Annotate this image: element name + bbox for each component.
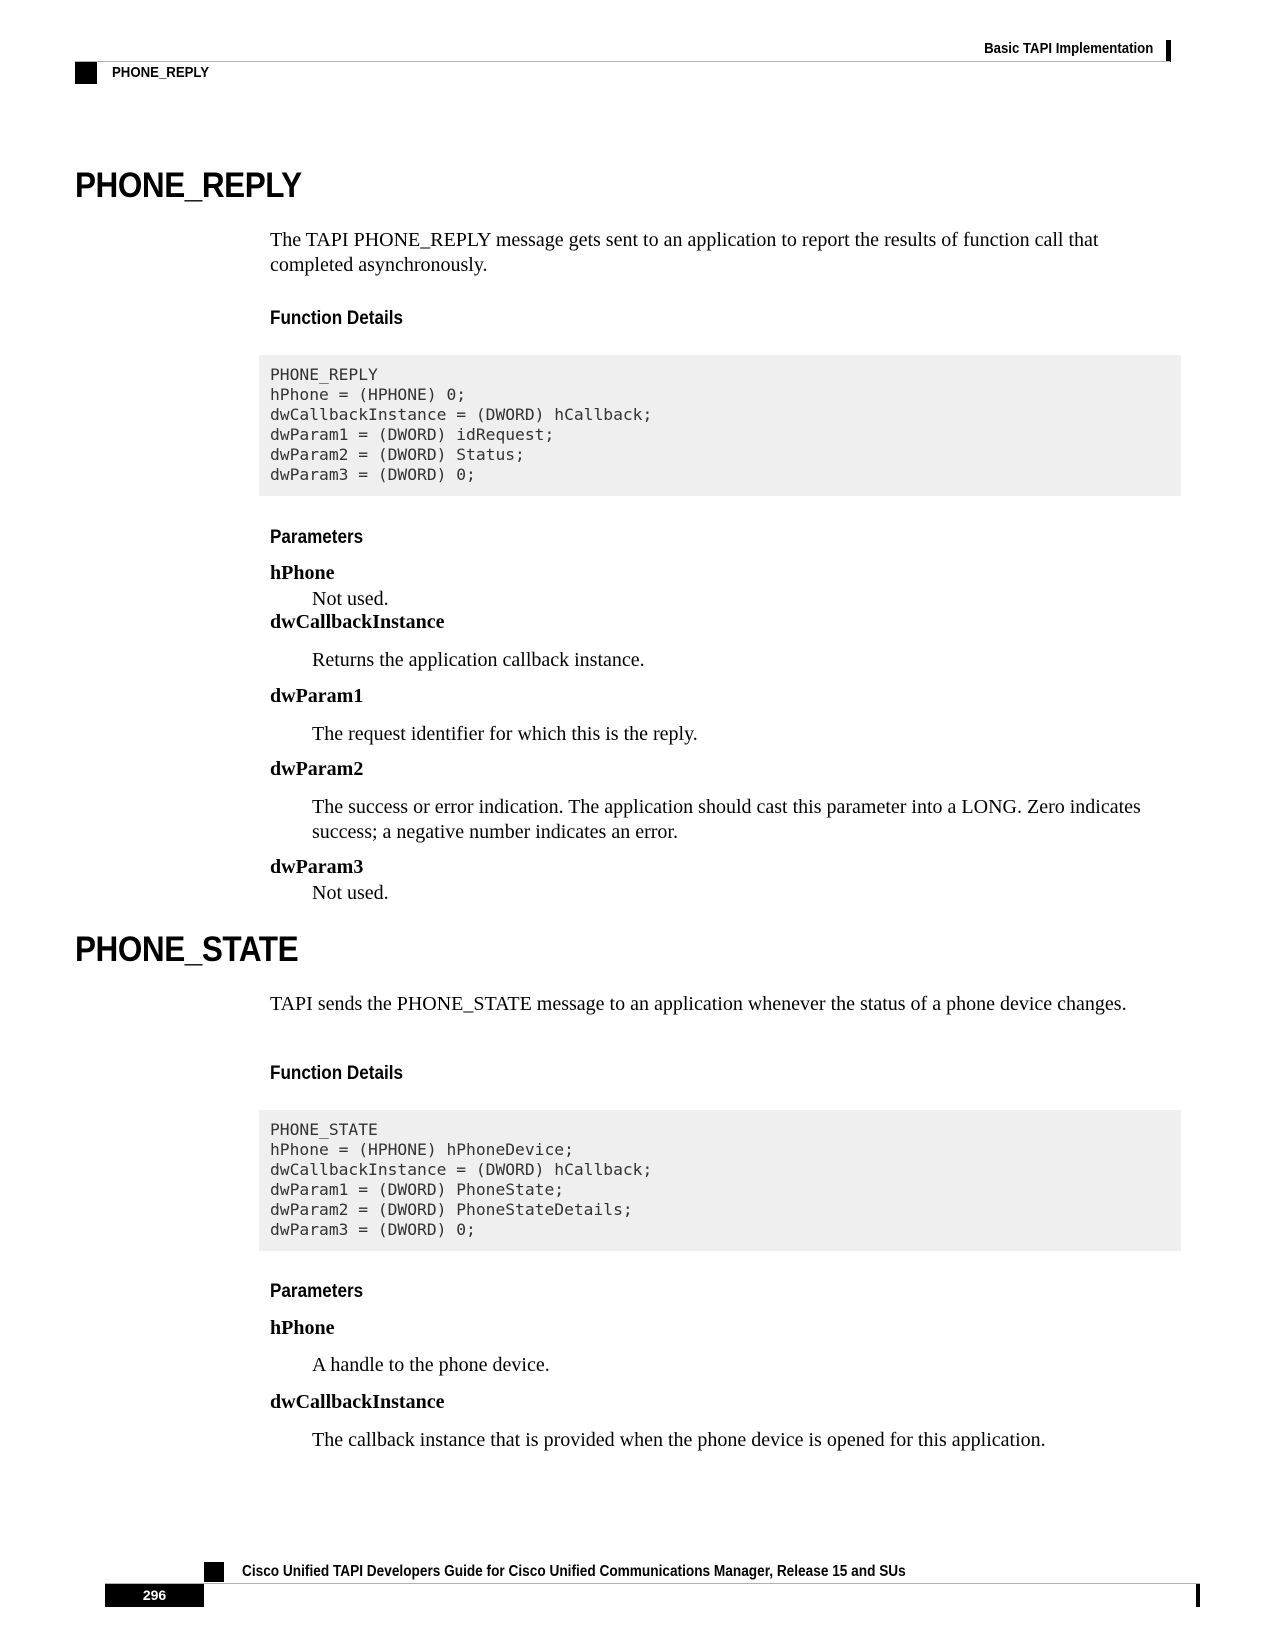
param-name-dwparam1: dwParam1 — [270, 685, 364, 707]
code-block-phone-reply — [259, 355, 1181, 496]
param-desc-dwparam1: The request identifier for which this is the reply. — [312, 723, 698, 745]
param-desc-hphone: Not used. — [312, 588, 389, 610]
function-details-heading: Function Details — [270, 308, 404, 329]
section-intro-phone-reply: The TAPI PHONE_REPLY message gets sent to an application to report the results of function call that completed asynchronously. — [270, 229, 1099, 276]
param-desc-hphone: A handle to the phone device. — [312, 1354, 550, 1376]
footer-rule — [105, 1583, 1200, 1584]
footer-square-marker — [204, 1562, 224, 1582]
code-line: PHONE_REPLY — [270, 365, 378, 384]
section-title-phone-reply: PHONE_REPLY — [75, 166, 302, 205]
code-line: dwParam2 = (DWORD) Status; — [270, 445, 525, 464]
code-line: dwCallbackInstance = (DWORD) hCallback; — [270, 1160, 653, 1179]
param-desc-dwparam3: Not used. — [312, 882, 389, 904]
param-desc-dwcallbackinstance: The callback instance that is provided when the phone device is opened for this application. — [312, 1429, 1046, 1451]
footer-bar-marker — [1196, 1584, 1200, 1607]
section-title-phone-state: PHONE_STATE — [75, 930, 299, 969]
code-block-phone-state — [259, 1110, 1181, 1251]
page-number: 296 — [105, 1584, 204, 1607]
header-square-marker — [75, 62, 97, 84]
param-name-hphone: hPhone — [270, 562, 335, 584]
param-name-dwparam2: dwParam2 — [270, 758, 364, 780]
code-line: dwParam1 = (DWORD) PhoneState; — [270, 1180, 565, 1199]
param-name-hphone: hPhone — [270, 1317, 335, 1339]
code-line: dwParam2 = (DWORD) PhoneStateDetails; — [270, 1200, 633, 1219]
section-intro-phone-state: TAPI sends the PHONE_STATE message to an application whenever the status of a phone device changes. — [270, 993, 1127, 1015]
param-name-dwparam3: dwParam3 — [270, 856, 364, 878]
param-name-dwcallbackinstance: dwCallbackInstance — [270, 611, 445, 633]
code-line: hPhone = (HPHONE) 0; — [270, 385, 467, 404]
param-desc-dwparam2: The success or error indication. The application should cast this parameter into a LONG. Zero indicates success; a negative number indicates an error. — [312, 796, 1141, 843]
code-line: dwParam1 = (DWORD) idRequest; — [270, 425, 555, 444]
code-line: hPhone = (HPHONE) hPhoneDevice; — [270, 1140, 574, 1159]
function-details-heading: Function Details — [270, 1063, 404, 1084]
footer-book-title: Cisco Unified TAPI Developers Guide for Cisco Unified Communications Manager, Release 15 and SUs — [242, 1563, 906, 1580]
code-line: dwParam3 = (DWORD) 0; — [270, 1220, 476, 1239]
param-name-dwcallbackinstance: dwCallbackInstance — [270, 1391, 445, 1413]
code-line: dwParam3 = (DWORD) 0; — [270, 465, 476, 484]
running-header-section: Basic TAPI Implementation — [983, 40, 1153, 57]
running-header-topic: PHONE_REPLY — [112, 64, 210, 81]
param-desc-dwcallbackinstance: Returns the application callback instance. — [312, 649, 645, 671]
parameters-heading: Parameters — [270, 1281, 364, 1302]
header-bar-marker — [1166, 40, 1171, 62]
code-line: dwCallbackInstance = (DWORD) hCallback; — [270, 405, 653, 424]
code-line: PHONE_STATE — [270, 1120, 378, 1139]
parameters-heading: Parameters — [270, 527, 364, 548]
header-rule — [75, 61, 1170, 62]
